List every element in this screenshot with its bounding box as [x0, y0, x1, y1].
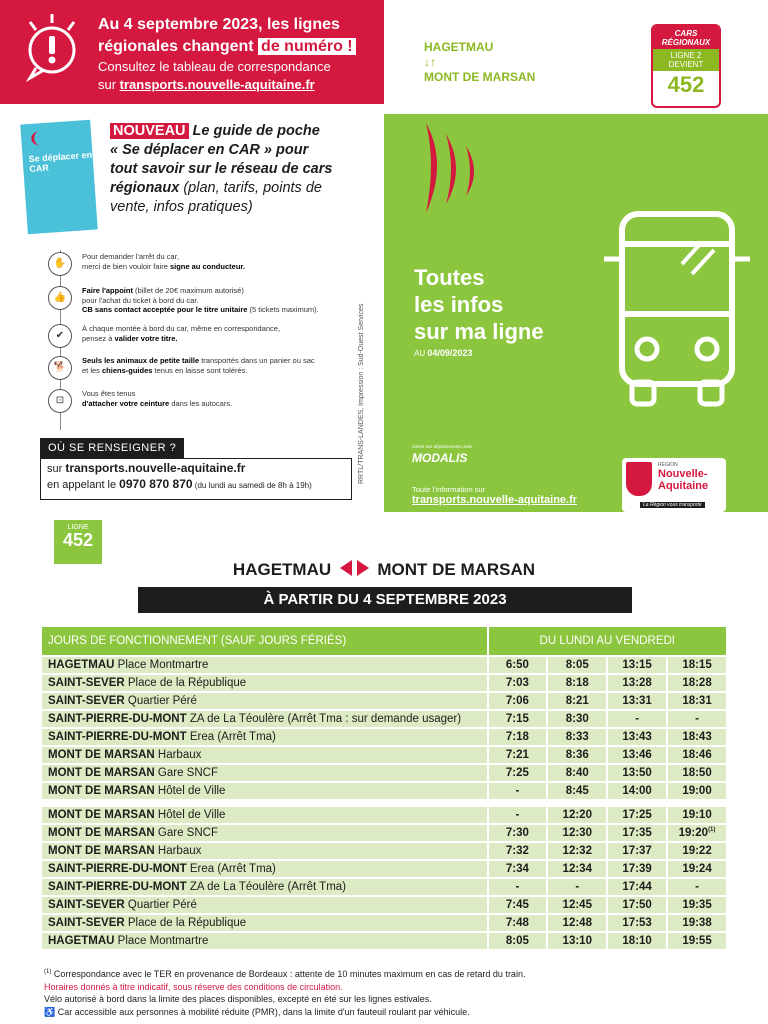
seatbelt-icon: ⊡: [48, 389, 72, 413]
table-row: [42, 783, 726, 799]
stop-name: HAGETMAU Place Montmartre: [42, 933, 487, 949]
alert-heading: Au 4 septembre 2023, les lignes régionales changent de numéro !: [98, 14, 356, 58]
departure-time: 7:32: [489, 843, 547, 859]
departure-time: 19:10: [668, 807, 726, 823]
stop-name: SAINT-PIERRE-DU-MONT ZA de La Téoulère (Arrêt Tma : sur demande usager): [42, 711, 487, 727]
table-row: [42, 843, 726, 859]
departure-time: 7:30: [489, 825, 547, 841]
departure-time: 19:38: [668, 915, 726, 931]
table-row: [42, 897, 726, 913]
departure-time: 8:18: [548, 675, 606, 691]
table-row: [42, 765, 726, 781]
departure-time: 8:40: [548, 765, 606, 781]
departure-time: 14:00: [608, 783, 666, 799]
lion-shield-icon: [626, 462, 652, 496]
departure-time: 19:22: [668, 843, 726, 859]
departure-time: 8:21: [548, 693, 606, 709]
line-number-badge: CARS RÉGIONAUX LIGNE 2 DEVIENT 452: [651, 24, 721, 108]
departure-time: 12:30: [548, 825, 606, 841]
departure-time: 7:18: [489, 729, 547, 745]
warning-icon: [22, 12, 82, 82]
table-row: [42, 879, 726, 895]
departure-time: 7:34: [489, 861, 547, 877]
table-row: [42, 915, 726, 931]
departure-time: 17:37: [608, 843, 666, 859]
departure-time: 13:46: [608, 747, 666, 763]
departure-time: 8:36: [548, 747, 606, 763]
departure-time: 18:31: [668, 693, 726, 709]
departure-time: 17:25: [608, 807, 666, 823]
departure-time: 8:30: [548, 711, 606, 727]
departure-time: 18:43: [668, 729, 726, 745]
departure-time: 18:15: [668, 657, 726, 673]
thumbs-up-icon: 👍: [48, 286, 72, 310]
alert-subtext: Consultez le tableau de correspondance sur transports.nouvelle-aquitaine.fr: [98, 59, 331, 92]
alert-banner: [0, 0, 384, 104]
arrow-right-icon: [357, 560, 369, 576]
stop-name: MONT DE MARSAN Hôtel de Ville: [42, 807, 487, 823]
info-phone[interactable]: 0970 870 870: [119, 477, 193, 491]
table-row: [42, 657, 726, 673]
departure-time: 12:20: [548, 807, 606, 823]
departure-time: 8:45: [548, 783, 606, 799]
departure-time: 7:06: [489, 693, 547, 709]
table-row: [42, 933, 726, 949]
departure-time: 19:24: [668, 861, 726, 877]
alert-link[interactable]: transports.nouvelle-aquitaine.fr: [119, 77, 315, 92]
line-label: LIGNE 452: [54, 520, 102, 564]
table-row: [42, 711, 726, 727]
departure-time: 18:46: [668, 747, 726, 763]
timetable-title: HAGETMAU MONT DE MARSAN: [232, 560, 536, 579]
table-row: [42, 729, 726, 745]
departure-time: 19:20$^{(1)}$: [668, 825, 726, 841]
departure-time: 8:05: [489, 933, 547, 949]
departure-time: 12:32: [548, 843, 606, 859]
departure-time: -: [668, 711, 726, 727]
departure-time: 12:48: [548, 915, 606, 931]
departure-time: 13:50: [608, 765, 666, 781]
stop-name: MONT DE MARSAN Harbaux: [42, 747, 487, 763]
departure-time: 18:10: [608, 933, 666, 949]
validate-icon: ✔: [48, 324, 72, 348]
bus-icon: [602, 204, 752, 414]
table-row: [42, 861, 726, 877]
info-box: sur transports.nouvelle-aquitaine.fr en appelant le 0970 870 870 (du lundi au samedi de 8h à 19h): [40, 458, 352, 500]
timetable: [40, 625, 728, 951]
waves-icon: [31, 131, 49, 146]
stop-name: SAINT-PIERRE-DU-MONT Erea (Arrêt Tma): [42, 861, 487, 877]
wheelchair-icon: ♿: [44, 1006, 56, 1017]
bidirectional-arrows-icon: ↓↑: [424, 55, 436, 69]
departure-time: -: [489, 879, 547, 895]
departure-time: -: [548, 879, 606, 895]
stop-name: MONT DE MARSAN Gare SNCF: [42, 825, 487, 841]
stop-name: SAINT-SEVER Place de la République: [42, 915, 487, 931]
departure-time: 13:28: [608, 675, 666, 691]
departure-time: 7:25: [489, 765, 547, 781]
stop-name: SAINT-SEVER Quartier Péré: [42, 693, 487, 709]
departure-time: 19:00: [668, 783, 726, 799]
table-row: [42, 747, 726, 763]
departure-time: 13:10: [548, 933, 606, 949]
stop-name: SAINT-PIERRE-DU-MONT Erea (Arrêt Tma): [42, 729, 487, 745]
printer-credit: RRTL/TRANS-LANDES, Impression : Sud-Ouest Services: [358, 303, 365, 484]
footnotes: $^{(1)}$ Correspondance avec le TER en provenance de Bordeaux : attente de 10 minutes maximum en cas de retard du train. Horaires donnés à titre indicatif, sous réserve des conditions de circulation. Vélo autorisé à bord dans la limite des places disponibles, excepté en été sur les lignes estivales. ♿ Car accessible aux personnes à mobilité réduite (PMR), dans la limite d'un fauteuil roulant par véhicule.: [44, 969, 526, 1017]
departure-time: 7:45: [489, 897, 547, 913]
panel-website-link[interactable]: transports.nouvelle-aquitaine.fr: [412, 494, 578, 506]
stop-name: MONT DE MARSAN Hôtel de Ville: [42, 783, 487, 799]
departure-time: 18:28: [668, 675, 726, 691]
modalis-logo: Gérez vos déplacements avec MODALIS: [412, 444, 473, 465]
departure-time: -: [489, 783, 547, 799]
departure-time: -: [668, 879, 726, 895]
departure-time: 17:35: [608, 825, 666, 841]
departure-time: 6:50: [489, 657, 547, 673]
departure-time: 13:31: [608, 693, 666, 709]
panel-date: AU 04/09/2023: [414, 348, 473, 358]
block-separator: [42, 801, 726, 805]
region-logo: RÉGION Nouvelle- Aquitaine La Région vous transporte: [622, 458, 726, 512]
departure-time: 19:35: [668, 897, 726, 913]
stop-name: MONT DE MARSAN Harbaux: [42, 843, 487, 859]
hand-icon: ✋: [48, 252, 72, 276]
departure-time: 8:05: [548, 657, 606, 673]
departure-time: 7:03: [489, 675, 547, 691]
departure-time: 17:53: [608, 915, 666, 931]
signal-waves-icon: [414, 114, 494, 224]
info-heading: OÙ SE RENSEIGNER ?: [40, 438, 184, 458]
days-header: JOURS DE FONCTIONNEMENT (SAUF JOURS FÉRIÉS): [42, 627, 487, 655]
departure-time: 17:39: [608, 861, 666, 877]
stop-name: SAINT-SEVER Place de la République: [42, 675, 487, 691]
effective-date-bar: À PARTIR DU 4 SEPTEMBRE 2023: [138, 587, 632, 613]
stop-name: MONT DE MARSAN Gare SNCF: [42, 765, 487, 781]
departure-time: 18:50: [668, 765, 726, 781]
table-row: [42, 693, 726, 709]
departure-time: 7:48: [489, 915, 547, 931]
weekday-header: DU LUNDI AU VENDREDI: [489, 627, 727, 655]
pocket-guide-image: Se déplacer en CAR: [20, 120, 98, 235]
departure-time: 7:15: [489, 711, 547, 727]
pocket-guide-text: NOUVEAU Le guide de poche « Se déplacer en CAR » pour tout savoir sur le réseau de cars régionaux (plan, tarifs, points de vente, infos pratiques): [110, 123, 333, 215]
departure-time: 12:34: [548, 861, 606, 877]
departure-time: -: [489, 807, 547, 823]
dog-icon: 🐕: [48, 356, 72, 380]
departure-time: 13:43: [608, 729, 666, 745]
departure-time: 12:45: [548, 897, 606, 913]
departure-time: 17:50: [608, 897, 666, 913]
panel-headline: Toutes les infos sur ma ligne: [414, 265, 544, 344]
info-website-link[interactable]: transports.nouvelle-aquitaine.fr: [65, 461, 246, 475]
departure-time: -: [608, 711, 666, 727]
departure-time: 17:44: [608, 879, 666, 895]
stop-name: SAINT-PIERRE-DU-MONT ZA de La Téoulère (Arrêt Tma): [42, 879, 487, 895]
route-header: HAGETMAU ↓↑ MONT DE MARSAN: [424, 40, 536, 84]
departure-time: 8:33: [548, 729, 606, 745]
table-row: [42, 675, 726, 691]
table-row: [42, 807, 726, 823]
stop-name: SAINT-SEVER Quartier Péré: [42, 897, 487, 913]
table-row: [42, 825, 726, 841]
stop-name: HAGETMAU Place Montmartre: [42, 657, 487, 673]
departure-time: 13:15: [608, 657, 666, 673]
panel-info: Toute l'information sur transports.nouvelle-aquitaine.fr: [412, 485, 578, 506]
arrow-left-icon: [340, 560, 352, 576]
departure-time: 19:55: [668, 933, 726, 949]
departure-time: 7:21: [489, 747, 547, 763]
info-panel: [384, 114, 768, 512]
